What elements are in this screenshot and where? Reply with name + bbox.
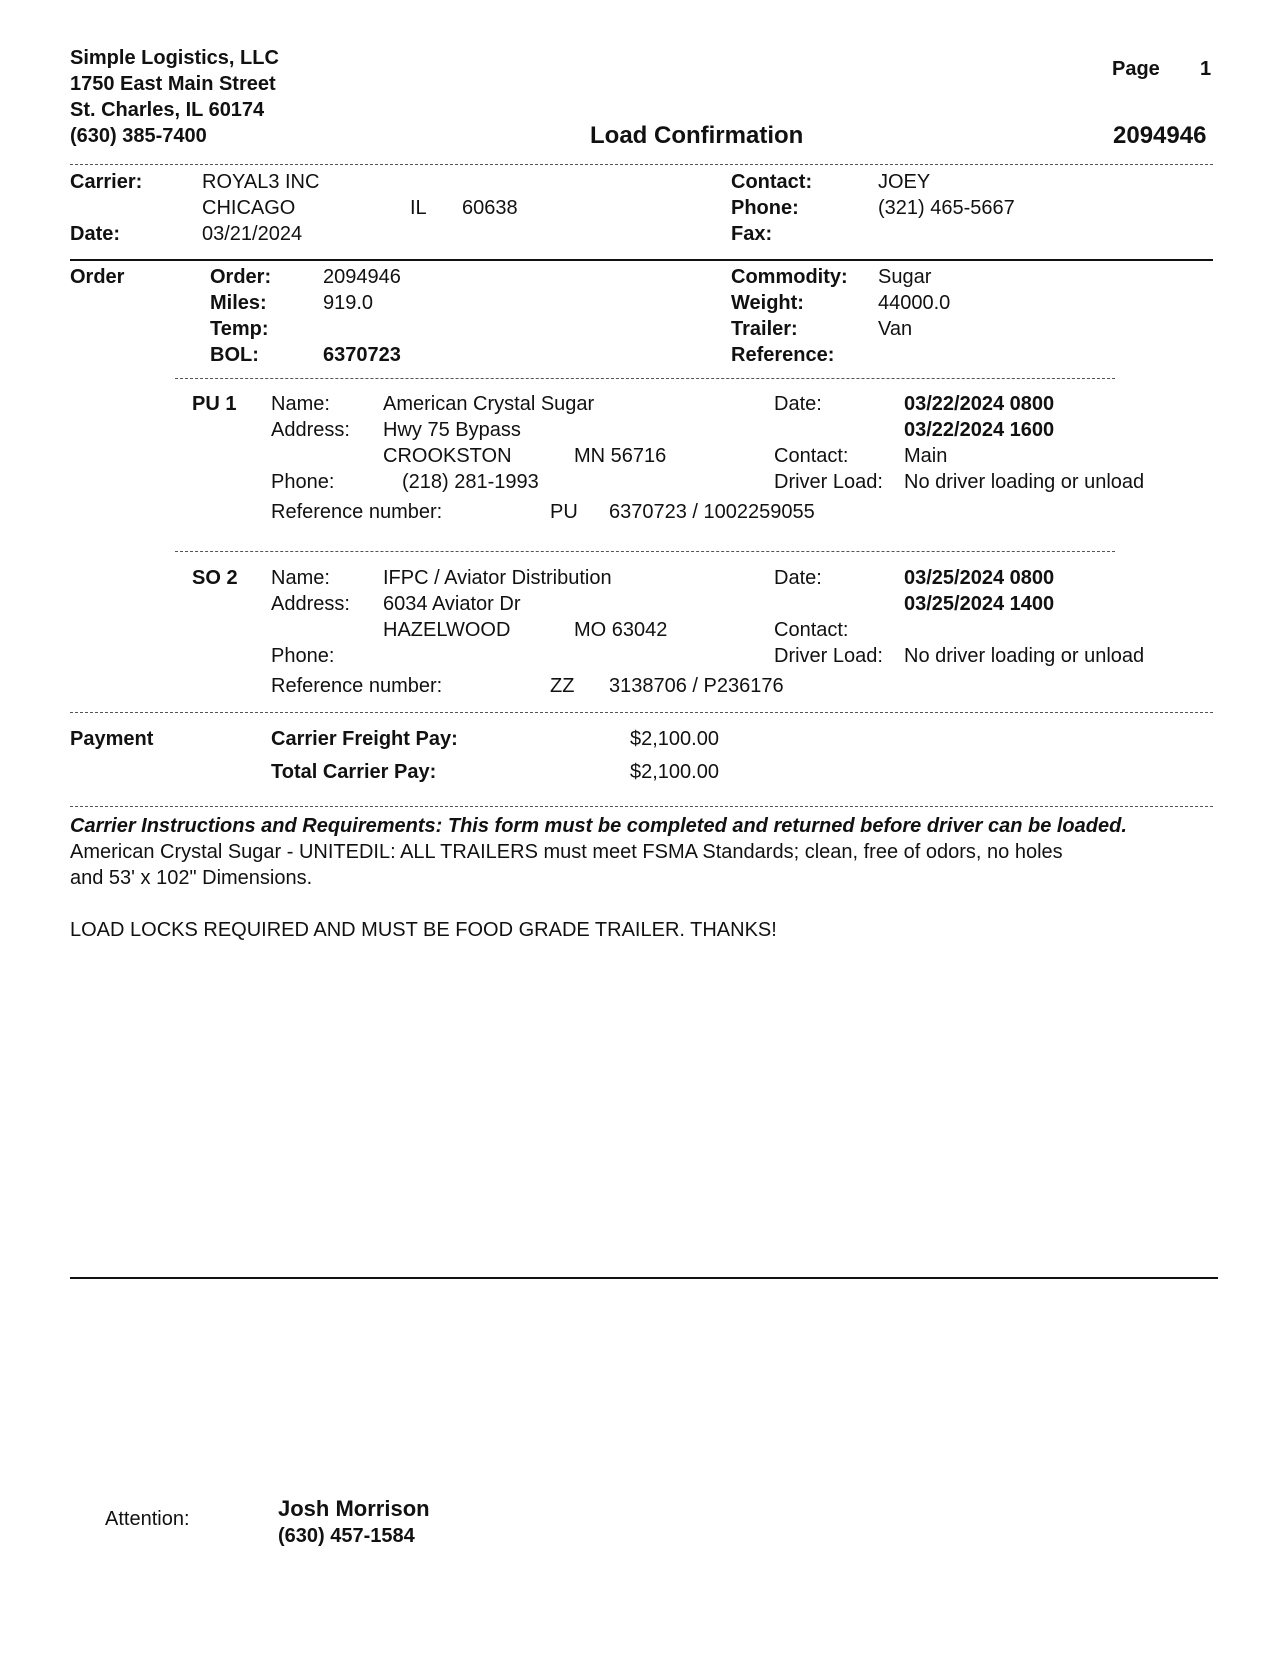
stop-phone: (218) 281-1993 [402, 471, 539, 493]
instructions-heading: Carrier Instructions and Requirements: This form must be completed and returned before driver can be loaded. [70, 815, 1127, 837]
reference-label: Reference: [731, 344, 835, 366]
order-section-label: Order [70, 266, 125, 288]
carrier-label: Carrier: [70, 171, 143, 193]
bol-value: 6370723 [323, 344, 401, 366]
contact-label: Contact: [731, 171, 813, 193]
stop-city: CROOKSTON [383, 445, 512, 467]
order-label: Order: [210, 266, 272, 288]
stop-date-from: 03/25/2024 0800 [904, 567, 1055, 589]
stop-city: HAZELWOOD [383, 619, 511, 641]
page-label: Page [1112, 58, 1160, 80]
stop-address-label: Address: [271, 593, 350, 615]
page-title: Load Confirmation [590, 122, 804, 149]
payment-section-label: Payment [70, 728, 154, 750]
carrier-divider [70, 259, 1213, 261]
stop-address-label: Address: [271, 419, 350, 441]
weight-value: 44000.0 [878, 292, 951, 314]
stop-state-zip: MO 63042 [574, 619, 668, 641]
instructions-line: LOAD LOCKS REQUIRED AND MUST BE FOOD GRADE TRAILER. THANKS! [70, 919, 777, 941]
company-address: 1750 East Main Street [70, 73, 276, 95]
stop-driver-load: No driver loading or unload [904, 471, 1145, 493]
freight-pay-label: Carrier Freight Pay: [271, 728, 458, 750]
temp-label: Temp: [210, 318, 269, 340]
signature-line [70, 1277, 1218, 1279]
instructions-line: and 53' x 102" Dimensions. [70, 867, 313, 889]
stop-contact-label: Contact: [774, 445, 849, 467]
bol-label: BOL: [210, 344, 259, 366]
stop-name-label: Name: [271, 393, 330, 415]
phone-label: Phone: [731, 197, 799, 219]
stop-address: 6034 Aviator Dr [383, 593, 521, 615]
stop-reference-number: 3138706 / P236176 [609, 675, 784, 697]
carrier-phone: (321) 465-5667 [878, 197, 1015, 219]
attention-name: Josh Morrison [278, 1496, 430, 1521]
order-number: 2094946 [323, 266, 401, 288]
commodity-value: Sugar [878, 266, 932, 288]
miles-value: 919.0 [323, 292, 374, 314]
company-city: St. Charles, IL 60174 [70, 99, 265, 121]
stop2-divider [175, 551, 1115, 552]
company-name: Simple Logistics, LLC [70, 47, 279, 69]
stop-driver-load-label: Driver Load: [774, 471, 883, 493]
attention-phone: (630) 457-1584 [278, 1525, 415, 1547]
stop-date-label: Date: [774, 393, 822, 415]
stop-contact-label: Contact: [774, 619, 849, 641]
weight-label: Weight: [731, 292, 804, 314]
stop-phone-label: Phone: [271, 645, 335, 667]
instructions-divider [70, 806, 1213, 807]
instructions-line: American Crystal Sugar - UNITEDIL: ALL TRAILERS must meet FSMA Standards; clean, free of odors, no holes [70, 841, 1063, 863]
stop-driver-load: No driver loading or unload [904, 645, 1145, 667]
miles-label: Miles: [210, 292, 267, 314]
stop-address: Hwy 75 Bypass [383, 419, 521, 441]
date-label: Date: [70, 223, 121, 245]
stop-name: IFPC / Aviator Distribution [383, 567, 612, 589]
carrier-name: ROYAL3 INC [202, 171, 320, 193]
stop-code: PU 1 [192, 393, 237, 415]
carrier-state: IL [410, 197, 427, 219]
carrier-city: CHICAGO [202, 197, 296, 219]
attention-label: Attention: [105, 1508, 190, 1530]
payment-divider [70, 712, 1213, 713]
stop-date-to: 03/25/2024 1400 [904, 593, 1055, 615]
stop-code: SO 2 [192, 567, 238, 589]
carrier-zip: 60638 [462, 197, 518, 219]
document-number: 2094946 [1113, 122, 1207, 149]
trailer-label: Trailer: [731, 318, 798, 340]
header-divider [70, 164, 1213, 165]
page-number: 1 [1200, 58, 1212, 80]
confirmation-date: 03/21/2024 [202, 223, 303, 245]
stop-date-from: 03/22/2024 0800 [904, 393, 1055, 415]
carrier-contact: JOEY [878, 171, 931, 193]
stop-state-zip: MN 56716 [574, 445, 667, 467]
stop-reference-label: Reference number: [271, 501, 443, 523]
stop1-divider [175, 378, 1115, 379]
stop-date-label: Date: [774, 567, 822, 589]
stop-phone-label: Phone: [271, 471, 335, 493]
total-pay-label: Total Carrier Pay: [271, 761, 437, 783]
freight-pay-amount: $2,100.00 [630, 728, 719, 750]
stop-contact: Main [904, 445, 948, 467]
stop-name-label: Name: [271, 567, 330, 589]
stop-reference-type: PU [550, 501, 578, 523]
trailer-value: Van [878, 318, 913, 340]
stop-name: American Crystal Sugar [383, 393, 595, 415]
total-pay-amount: $2,100.00 [630, 761, 719, 783]
commodity-label: Commodity: [731, 266, 848, 288]
fax-label: Fax: [731, 223, 773, 245]
company-phone: (630) 385-7400 [70, 125, 207, 147]
stop-driver-load-label: Driver Load: [774, 645, 883, 667]
stop-reference-number: 6370723 / 1002259055 [609, 501, 815, 523]
stop-date-to: 03/22/2024 1600 [904, 419, 1055, 441]
stop-reference-type: ZZ [550, 675, 575, 697]
stop-reference-label: Reference number: [271, 675, 443, 697]
